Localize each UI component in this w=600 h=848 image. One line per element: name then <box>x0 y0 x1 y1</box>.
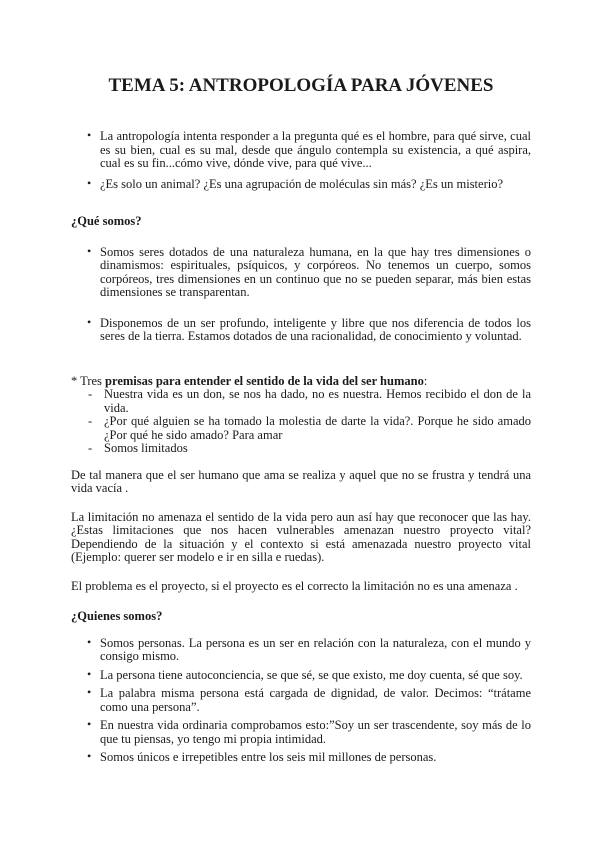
quienes-somos-bullet-item: • Somos personas. La persona es un ser en relación con la naturaleza, con el mundo y consigo mismo. <box>71 637 531 664</box>
premises-dash-item: - ¿Por qué alguien se ha tomado la molestia de darte la vida?. Porque he sido amado ¿Por qué he sido amado? Para amar <box>71 415 531 442</box>
premises-lead-prefix: * Tres <box>71 373 106 388</box>
heading-que-somos: ¿Qué somos? <box>71 214 142 228</box>
premises-lead <box>71 375 531 389</box>
que-somos-bullet-item: • Disponemos de un ser profundo, inteligente y libre que nos diferencia de todos los seres de la tierra. Estamos dotados de una racionalidad, de conocimiento y voluntad. <box>71 317 531 344</box>
premises-dash-item: - Somos limitados <box>71 442 531 456</box>
premises-dash-item: - Nuestra vida es un don, se nos ha dado, no es nuestra. Hemos recibido el don de la vida. <box>71 388 531 415</box>
premises-dash-list <box>71 388 531 456</box>
intro-bullet-item: • ¿Es solo un animal? ¿Es una agrupación de moléculas sin más? ¿Es un misterio? <box>71 178 531 192</box>
premises-lead-suffix: : <box>423 373 428 388</box>
que-somos-bullet-item: • Somos seres dotados de una naturaleza humana, en la que hay tres dimensiones o dinamismos: espirituales, psíquicos, y corpóreos. No tenemos un cuerpo, somos corpóreos, tres dimensiones en un continuo que no se pueden separar, más bien estas dimensiones se transparentan. <box>71 246 531 300</box>
page-title: TEMA 5: ANTROPOLOGÍA PARA JÓVENES <box>108 75 494 96</box>
paragraph-de-tal-manera: De tal manera que el ser humano que ama se realiza y aquel que no se frustra y tendrá una vida vacía . <box>71 467 531 495</box>
paragraph-limitacion: La limitación no amenaza el sentido de la vida pero aun así hay que reconocer que las hay. ¿Estas limitaciones que nos hacen vulnerables amenazan nuestro proyecto vital? Dependiendo de la situación y el contexto si está amenazada nuestro proyecto vital (Ejemplo: querer ser modelo e ir en silla e ruedas). <box>71 509 531 564</box>
quienes-somos-bullet-list <box>71 637 531 765</box>
heading-quienes-somos: ¿Quienes somos? <box>71 609 163 623</box>
paragraph-problema: El problema es el proyecto, si el proyecto es el correcto la limitación no es una amenaza . <box>71 578 518 593</box>
que-somos-bullet-list <box>71 246 531 344</box>
quienes-somos-bullet-item: • En nuestra vida ordinaria comprobamos esto:”Soy un ser trascendente, soy más de lo que tu piensas, yo tengo mi propia intimidad. <box>71 719 531 746</box>
premises-lead-bold: premisas para entender el sentido de la vida del ser humano <box>105 373 424 388</box>
quienes-somos-bullet-item: • Somos únicos e irrepetibles entre los seis mil millones de personas. <box>71 751 531 765</box>
intro-bullet-list <box>71 130 531 191</box>
intro-bullet-item: • La antropología intenta responder a la pregunta qué es el hombre, para qué sirve, cual es su bien, cual es su mal, desde que ángulo contempla su existencia, a qué aspira, cual es su fin...cómo vive, dónde vive, para qué vive... <box>71 130 531 171</box>
quienes-somos-bullet-item: • La palabra misma persona está cargada de dignidad, de valor. Decimos: “trátame como una persona”. <box>71 687 531 714</box>
quienes-somos-bullet-item: • La persona tiene autoconciencia, se que sé, se que existo, me doy cuenta, sé que soy. <box>71 669 531 683</box>
